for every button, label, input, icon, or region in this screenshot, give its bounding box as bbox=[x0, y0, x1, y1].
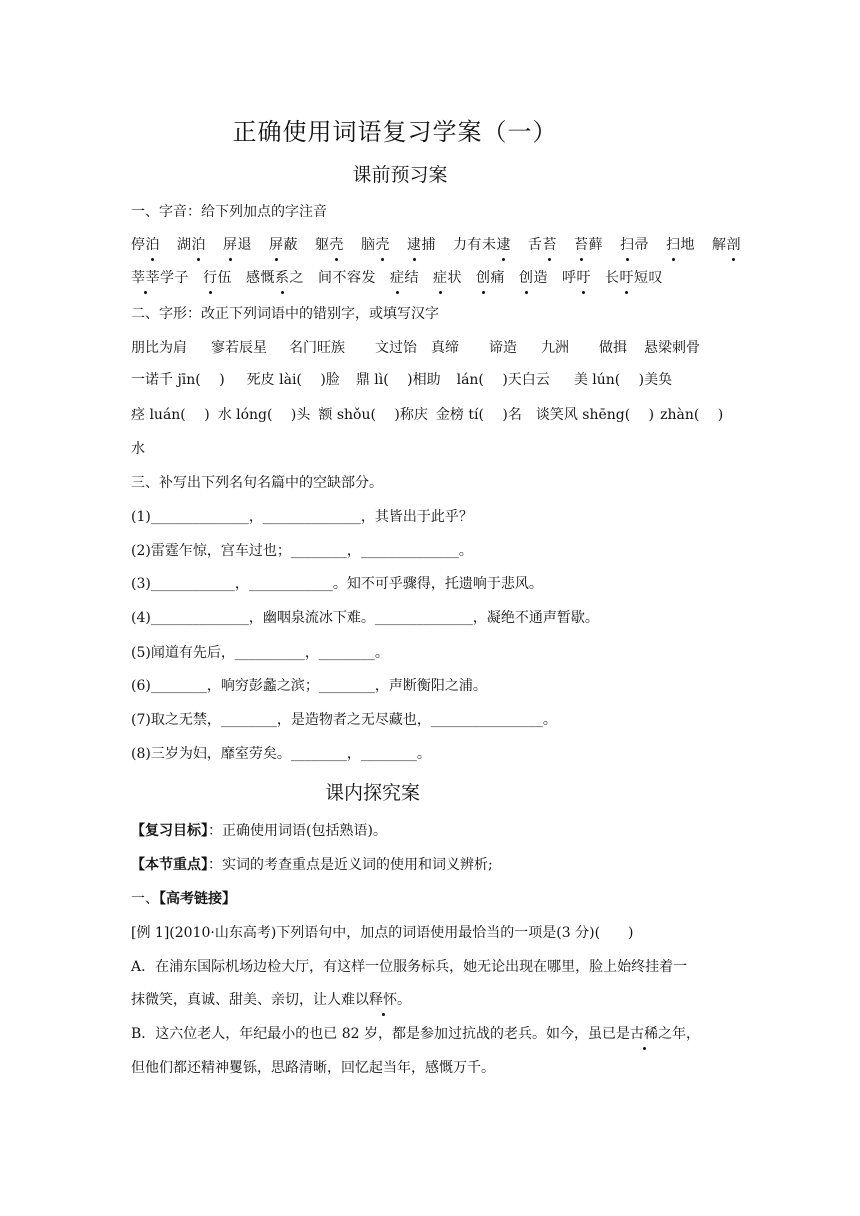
dotted-char: 行 bbox=[203, 270, 218, 286]
q3-item-7: (7)取之无禁，________，是造物者之无尽藏也，________________。 bbox=[131, 712, 557, 728]
dotted-char: 屏 bbox=[223, 237, 238, 253]
pinyin-word: 创痛 bbox=[476, 270, 505, 286]
pinyin-word: 莘莘学子 bbox=[131, 270, 189, 286]
dotted-char: 泊 bbox=[191, 237, 206, 253]
dotted-char: 吁 bbox=[576, 270, 591, 286]
dotted-char: 壳 bbox=[329, 237, 344, 253]
option-b-line-2: 但他们都还精神矍铄，思路清晰，回忆起当年，感慨万千。 bbox=[131, 1060, 495, 1076]
pinyin-word: 苔藓 bbox=[574, 237, 603, 253]
word-item: 九洲 bbox=[541, 340, 569, 356]
pinyin-word: 脑壳 bbox=[361, 237, 390, 253]
option-b-text: B．这六位老人，年纪最小的也已 82 岁，都是参加过抗战的老兵。如今，虽已是 bbox=[131, 1026, 631, 1042]
pinyin-word: 症结 bbox=[390, 270, 419, 286]
dotted-char: 创 bbox=[519, 270, 534, 286]
word-item: zhàn( ) bbox=[660, 407, 724, 423]
pinyin-word: 创造 bbox=[519, 270, 548, 286]
dotted-char: 逮 bbox=[407, 237, 422, 253]
exam-link bbox=[131, 889, 236, 909]
q3-item-1: (1)______________，______________，其皆出于此乎？ bbox=[131, 509, 473, 525]
dotted-char: 扫 bbox=[620, 237, 635, 253]
dotted-phrase: 古稀 bbox=[630, 1026, 659, 1042]
option-a-line-1: A．在浦东国际机场边检大厅，有这样一位服务标兵，她无论出现在哪里，脸上始终挂着一 bbox=[131, 959, 688, 975]
word-item: 痉 luán( ) bbox=[131, 407, 210, 423]
review-goal-text: ：正确使用词语(包括熟语)。 bbox=[208, 823, 387, 839]
word-item: lán( )天白云 bbox=[456, 372, 550, 388]
word-item: 水 lóng( )头 bbox=[217, 407, 311, 423]
word-item: 鼎 lì( )相助 bbox=[355, 372, 441, 388]
q3-item-3: (3)____________，____________。知不可乎骤得，托遗响于悲风。 bbox=[131, 576, 543, 592]
dotted-char: 苔 bbox=[542, 237, 557, 253]
pinyin-word: 停泊 bbox=[131, 237, 160, 253]
dotted-char: 症 bbox=[390, 270, 405, 286]
q2-pinyin-row-2 bbox=[131, 405, 723, 425]
word-item: 朋比为肩 bbox=[131, 340, 187, 356]
lesson-focus bbox=[131, 855, 493, 875]
q1-label: 一、字音：给下列加点的字注音 bbox=[131, 204, 327, 220]
q3-item-4: (4)______________，幽咽泉流冰下难。______________，凝绝不通声暂歇。 bbox=[131, 610, 599, 626]
example-question: [例 1](2010·山东高考)下列语句中，加点的词语使用最恰当的一项是(3 分)( ) bbox=[131, 925, 634, 941]
word-item: 悬梁刺骨 bbox=[644, 340, 700, 356]
word-item: 做揖 bbox=[599, 340, 627, 356]
q1-word-row-1 bbox=[131, 235, 741, 255]
dotted-char: 剖 bbox=[726, 237, 741, 253]
word-item: 美 lún( )美奂 bbox=[573, 372, 673, 388]
word-item: 寥若辰星 bbox=[211, 340, 267, 356]
pinyin-word: 长吁短叹 bbox=[605, 270, 663, 286]
pinyin-word: 扫地 bbox=[666, 237, 695, 253]
pinyin-word: 行伍 bbox=[203, 270, 232, 286]
word-item: 谈笑风 shēng( ) bbox=[535, 407, 655, 423]
q3-label: 三、补写出下列名句名篇中的空缺部分。 bbox=[131, 475, 383, 491]
pinyin-word: 力有未逮 bbox=[453, 237, 511, 253]
q1-word-row-2 bbox=[131, 268, 663, 288]
pinyin-word: 间不容发 bbox=[318, 270, 376, 286]
dotted-char: 苔 bbox=[574, 237, 589, 253]
dotted-char: 逮 bbox=[496, 237, 511, 253]
q3-item-6: (6)________，响穷彭蠡之滨；________，声断衡阳之浦。 bbox=[131, 678, 487, 694]
pinyin-word: 扫帚 bbox=[620, 237, 649, 253]
word-item: 一诺千 jīn( ) bbox=[131, 372, 225, 388]
dotted-char: 泊 bbox=[145, 237, 160, 253]
review-goal bbox=[131, 821, 387, 841]
pinyin-word: 躯壳 bbox=[315, 237, 344, 253]
q2-word-row-1 bbox=[131, 338, 700, 358]
dotted-char: 创 bbox=[476, 270, 491, 286]
pinyin-word: 屏退 bbox=[223, 237, 252, 253]
q2-pinyin-row-1 bbox=[131, 370, 672, 390]
word-item: 真缔 bbox=[431, 340, 459, 356]
dotted-char: 吁 bbox=[619, 270, 634, 286]
dotted-char: 系 bbox=[275, 270, 290, 286]
dotted-char: 壳 bbox=[375, 237, 390, 253]
word-item: 文过饴 bbox=[375, 340, 417, 356]
pinyin-word: 屏蔽 bbox=[269, 237, 298, 253]
q2-row-continuation: 水 bbox=[131, 441, 145, 457]
option-a-end: 。 bbox=[397, 992, 411, 1008]
q3-item-8: (8)三岁为妇，靡室劳矣。________，________。 bbox=[131, 746, 431, 762]
option-a-line-2 bbox=[131, 990, 411, 1010]
lesson-focus-label: 【本节重点】 bbox=[131, 857, 208, 873]
word-item: 金榜 tí( )名 bbox=[435, 407, 522, 423]
pinyin-word: 湖泊 bbox=[177, 237, 206, 253]
dotted-phrase: 释怀 bbox=[369, 992, 397, 1008]
pinyin-word: 解剖 bbox=[712, 237, 741, 253]
pinyin-word: 逮捕 bbox=[407, 237, 436, 253]
q3-item-5: (5)闻道有先后，__________，________。 bbox=[131, 645, 389, 661]
word-item: 死皮 lài( )脸 bbox=[246, 372, 340, 388]
dotted-char: 症 bbox=[433, 270, 448, 286]
pinyin-word: 感慨系之 bbox=[246, 270, 304, 286]
pinyin-word: 呼吁 bbox=[562, 270, 591, 286]
pinyin-word: 舌苔 bbox=[528, 237, 557, 253]
q2-label: 二、字形：改正下列词语中的错别字，或填写汉字 bbox=[131, 306, 439, 322]
q3-item-2: (2)雷霆乍惊，宫车过也；________，______________。 bbox=[131, 543, 473, 559]
dotted-char: 屏 bbox=[269, 237, 284, 253]
dotted-char: 莘莘 bbox=[131, 270, 160, 286]
pinyin-word: 症状 bbox=[433, 270, 462, 286]
lesson-focus-text: ：实词的考查重点是近义词的使用和词义辨析; bbox=[208, 857, 493, 873]
in-class-heading: 课内探究案 bbox=[324, 782, 420, 804]
option-b-line-1 bbox=[131, 1024, 700, 1044]
review-goal-label: 【复习目标】 bbox=[131, 823, 208, 839]
exam-link-label: 【高考链接】 bbox=[159, 891, 236, 907]
option-a-text: 抹微笑，真诚、甜美、亲切，让人难以 bbox=[131, 992, 369, 1008]
exam-link-prefix: 一、 bbox=[131, 891, 159, 907]
page-title: 正确使用词语复习学案（一） bbox=[232, 118, 558, 146]
dotted-char: 扫 bbox=[666, 237, 681, 253]
word-item: 额 shǒu( )称庆 bbox=[318, 407, 428, 423]
pre-study-heading: 课前预习案 bbox=[352, 164, 448, 186]
option-b-end: 之年， bbox=[658, 1026, 701, 1042]
word-item: 谛造 bbox=[489, 340, 517, 356]
word-item: 名门旺族 bbox=[289, 340, 345, 356]
